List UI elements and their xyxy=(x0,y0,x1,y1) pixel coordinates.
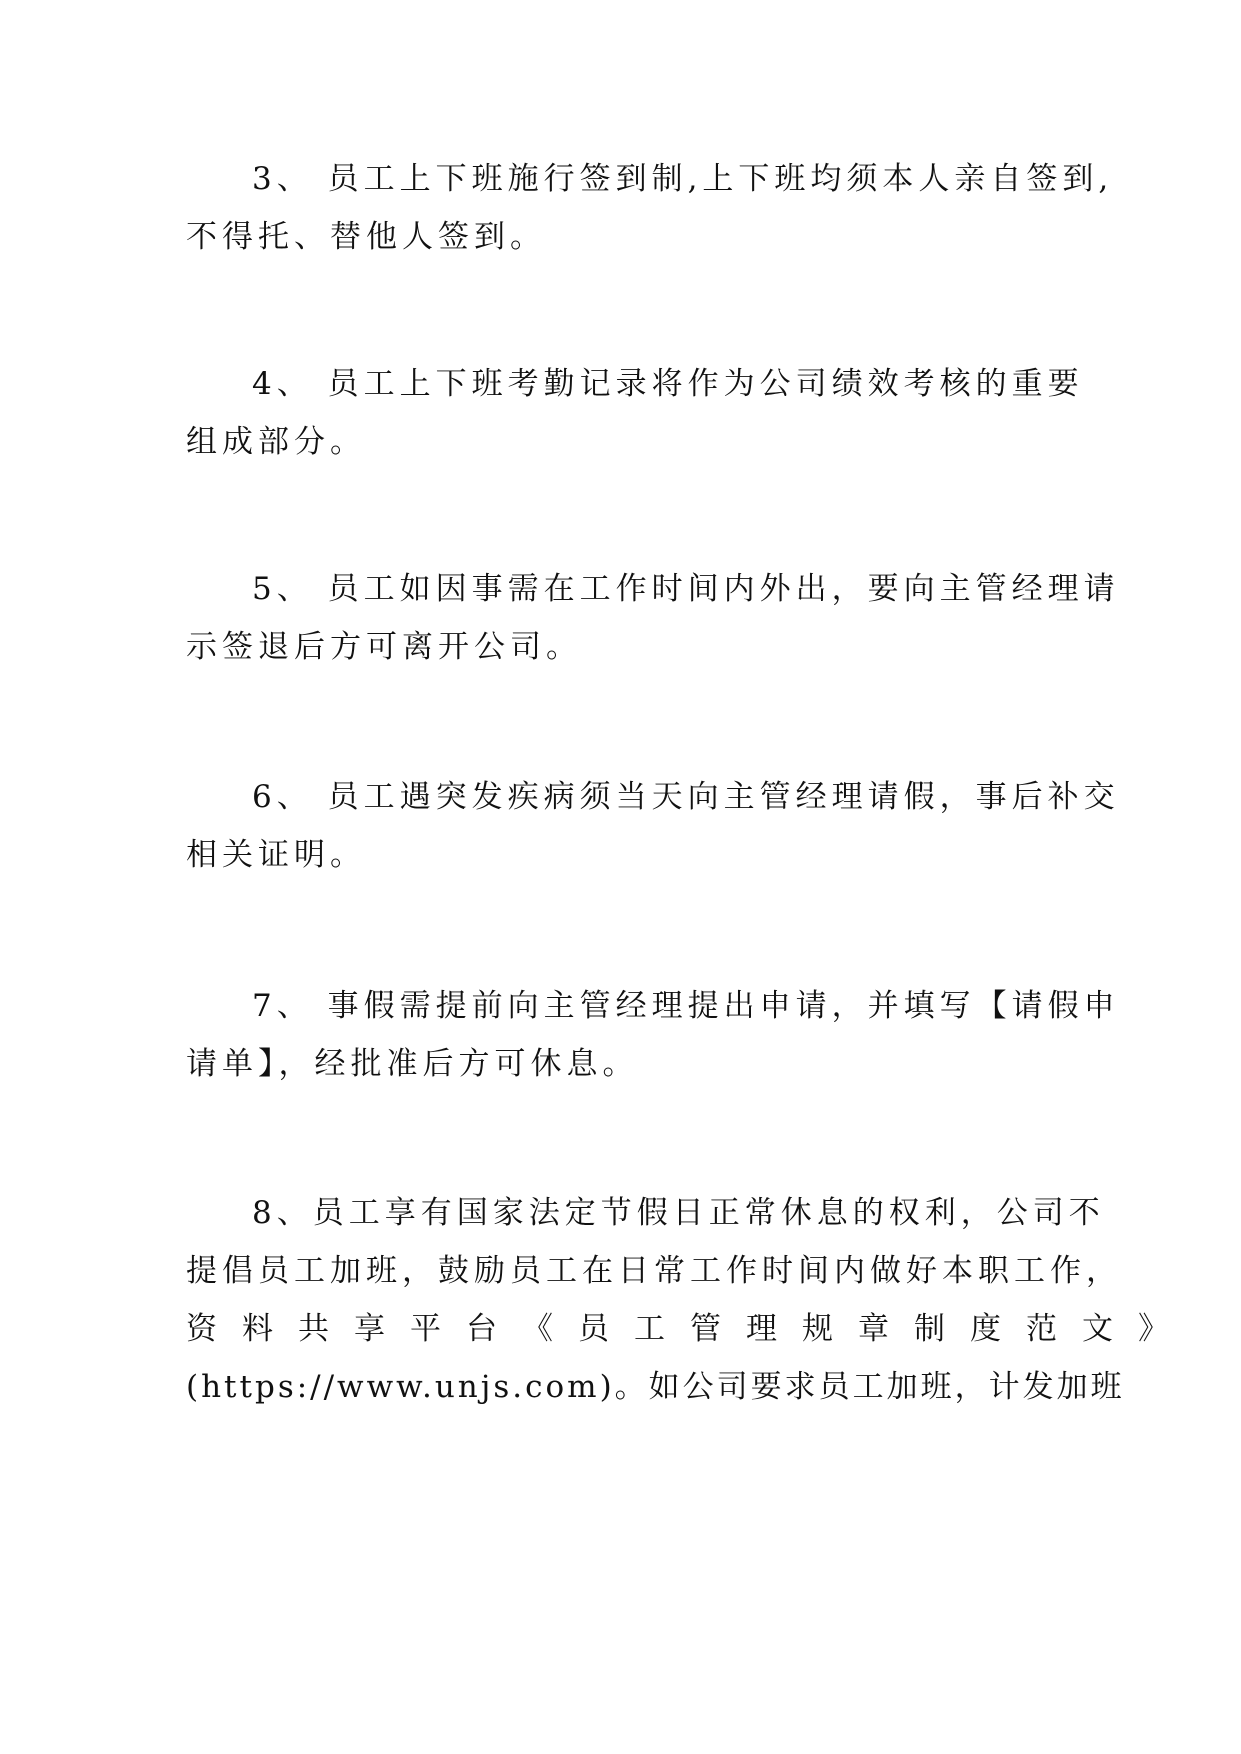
paragraph-line: 5、 员工如因事需在工作时间内外出，要向主管经理请 xyxy=(252,571,1120,607)
paragraph-line: 8、员工享有国家法定节假日正常休息的权利，公司不 xyxy=(252,1195,1105,1231)
paragraph-line: 7、 事假需提前向主管经理提出申请，并填写【请假申 xyxy=(252,988,1120,1024)
paragraph-line: 不得托、替他人签到。 xyxy=(186,219,546,255)
paragraph-line: 6、 员工遇突发疾病须当天向主管经理请假，事后补交 xyxy=(252,779,1120,815)
paragraph-item-7 xyxy=(186,977,1120,1093)
paragraph-line: 提倡员工加班，鼓励员工在日常工作时间内做好本职工作， xyxy=(186,1253,1122,1289)
paragraph-item-8 xyxy=(186,1184,1194,1416)
paragraph-item-5 xyxy=(186,560,1120,676)
paragraph-line-justified: 资料共享平台《员工管理规章制度范文》 xyxy=(186,1311,1194,1347)
paragraph-item-4 xyxy=(186,355,1084,471)
paragraph-line: 相关证明。 xyxy=(186,837,366,873)
paragraph-line: 组成部分。 xyxy=(186,424,366,460)
paragraph-item-6 xyxy=(186,768,1120,884)
paragraph-item-3 xyxy=(186,150,1114,266)
paragraph-line: 3、 员工上下班施行签到制,上下班均须本人亲自签到, xyxy=(252,161,1114,197)
paragraph-line: 请单】，经批准后方可休息。 xyxy=(186,1046,639,1082)
paragraph-line: 4、 员工上下班考勤记录将作为公司绩效考核的重要 xyxy=(252,366,1084,402)
paragraph-line: 示签退后方可离开公司。 xyxy=(186,629,582,665)
paragraph-line: (https://www.unjs.com)。如公司要求员工加班，计发加班 xyxy=(186,1369,1125,1405)
